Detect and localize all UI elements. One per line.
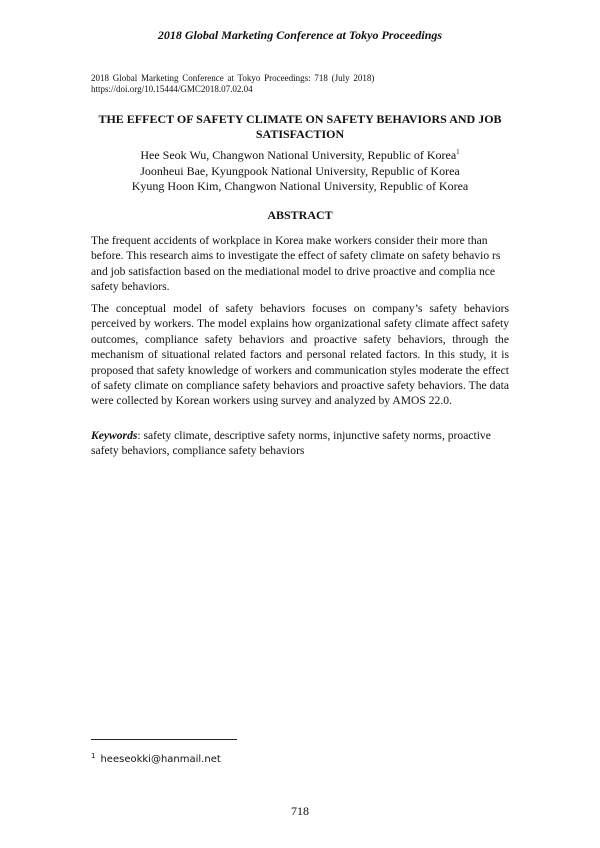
footnote — [91, 752, 221, 765]
citation-line: 2018 Global Marketing Conference at Tokyo Proceedings: 718 (July 2018) — [91, 73, 375, 83]
author-list — [91, 148, 509, 195]
doi-link[interactable]: https://doi.org/10.15444/GMC2018.07.02.04 — [91, 84, 253, 94]
author-line — [91, 179, 509, 195]
footnote-mark: 1 — [91, 752, 96, 760]
keywords-text: : safety climate, descriptive safety norms, injunctive safety norms, proactive safety behaviors, compliance safety behaviors — [91, 429, 491, 458]
footnote-marker: 1 — [456, 148, 460, 156]
running-header: 2018 Global Marketing Conference at Tokyo Proceedings — [157, 28, 443, 42]
author-line — [91, 148, 509, 164]
paper-title: THE EFFECT OF SAFETY CLIMATE ON SAFETY BEHAVIORS AND JOB SATISFACTION — [98, 112, 502, 141]
abstract-heading: ABSTRACT — [267, 208, 333, 222]
author-affiliation: Kyung Hoon Kim, Changwon National University, Republic of Korea — [131, 179, 469, 193]
footnote-email[interactable]: heeseokki@hanmail.net — [100, 754, 221, 765]
citation-block — [91, 73, 511, 95]
abstract-paragraph-2: The conceptual model of safety behaviors focuses on company’s safety behaviors perceived by workers. The model explains how organizational safety climate affect safety outcomes, compliance safety behaviors and proactive safety behaviors, through the mechanism of situational related factors and personal related factors. In this study, it is proposed that safety knowledge of workers and communication styles moderate the effect of safety climate on compliance safety behaviors and proactive safety behaviors. The data were collected by Korean workers using survey and analyzed by AMOS 22.0. — [91, 302, 509, 408]
abstract-paragraph-1: The frequent accidents of workplace in Korea make workers consider their more than before. This research aims to investigate the effect of safety climate on safety behavio rs and job satisfaction based on the mediational model to drive proactive and complia nce safety behaviors. — [91, 234, 501, 294]
keywords-paragraph — [91, 428, 509, 459]
author-affiliation: Joonheui Bae, Kyungpook National University, Republic of Korea — [140, 163, 460, 178]
footnote-divider — [91, 739, 237, 740]
keywords-label: Keywords — [91, 429, 138, 442]
page-number: 718 — [291, 804, 309, 818]
author-line — [91, 164, 509, 180]
author-affiliation: Hee Seok Wu, Changwon National University, Republic of Korea — [140, 148, 457, 162]
